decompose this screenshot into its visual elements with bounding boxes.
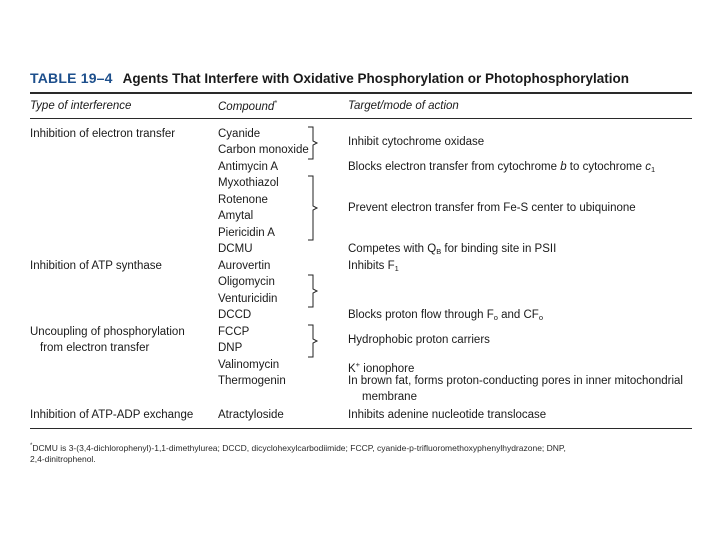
compound-valinomycin: Valinomycin <box>218 359 280 371</box>
header-target: Target/mode of action <box>348 100 459 112</box>
table-title-text: Agents That Interfere with Oxidative Phosphorylation or Photophosphorylation <box>122 71 629 86</box>
target-proton-carriers: Hydrophobic proton carriers <box>348 334 490 346</box>
compound-carbon-monoxide: Carbon monoxide <box>218 144 309 156</box>
header-rule <box>30 118 692 119</box>
table-title <box>30 70 629 86</box>
header-compound: Compound* <box>218 100 277 113</box>
header-type: Type of interference <box>30 100 132 112</box>
compound-piericidin-a: Piericidin A <box>218 227 275 239</box>
compound-atractyloside: Atractyloside <box>218 409 284 421</box>
table-footnote: *DCMU is 3-(3,4-dichlorophenyl)-1,1-dimethylurea; DCCD, dicyclohexylcarbodiimide; FCCP, cyanide-p-trifluoromethoxyphenylhydrazone; DNP, 2,4-dinitrophenol. <box>30 442 566 465</box>
brace-cyanide-co <box>306 126 320 160</box>
target-thermogenin-line2: membrane <box>362 391 417 403</box>
compound-antimycin-a: Antimycin A <box>218 161 279 173</box>
target-atractyloside: Inhibits adenine nucleotide translocase <box>348 409 547 421</box>
type-atp-adp-exchange: Inhibition of ATP-ADP exchange <box>30 409 194 421</box>
compound-cyanide: Cyanide <box>218 128 261 140</box>
target-valinomycin: K+ ionophore <box>348 360 415 375</box>
type-uncoupling-line2: from electron transfer <box>40 342 150 354</box>
table-number: TABLE 19–4 <box>30 70 113 86</box>
target-dccd: Blocks proton flow through $F_o$ and $CF_o$ <box>348 309 544 322</box>
compound-amytal: Amytal <box>218 210 254 222</box>
type-uncoupling-line1: Uncoupling of phosphorylation <box>30 326 185 338</box>
type-atp-synthase: Inhibition of ATP synthase <box>30 260 162 272</box>
compound-dnp: DNP <box>218 342 243 354</box>
compound-rotenone: Rotenone <box>218 194 268 206</box>
target-fe-s-ubiquinone: Prevent electron transfer from Fe-S center to ubiquinone <box>348 202 636 214</box>
target-cytochrome-oxidase: Inhibit cytochrome oxidase <box>348 136 485 148</box>
compound-aurovertin: Aurovertin <box>218 260 271 272</box>
type-electron-transfer: Inhibition of electron transfer <box>30 128 176 140</box>
brace-rotenone-group <box>306 175 320 241</box>
target-aurovertin: Inhibits $F_1$ <box>348 260 399 273</box>
compound-dccd: DCCD <box>218 309 252 321</box>
compound-dcmu: DCMU <box>218 243 253 255</box>
bottom-rule <box>30 428 692 429</box>
compound-oligomycin: Oligomycin <box>218 276 275 288</box>
top-rule <box>30 92 692 94</box>
compound-thermogenin: Thermogenin <box>218 375 286 387</box>
compound-venturicidin: Venturicidin <box>218 293 278 305</box>
brace-oligomycin-venturicidin <box>306 274 320 308</box>
brace-fccp-dnp <box>306 324 320 358</box>
compound-fccp: FCCP <box>218 326 250 338</box>
target-antimycin: Blocks electron transfer from cytochrome b to cytochrome $c_1$ <box>348 161 656 174</box>
target-thermogenin-line1: In brown fat, forms proton-conducting pores in inner mitochondrial <box>348 375 683 387</box>
compound-myxothiazol: Myxothiazol <box>218 177 279 189</box>
target-dcmu: Competes with $Q_B$ for binding site in PSII <box>348 243 557 256</box>
